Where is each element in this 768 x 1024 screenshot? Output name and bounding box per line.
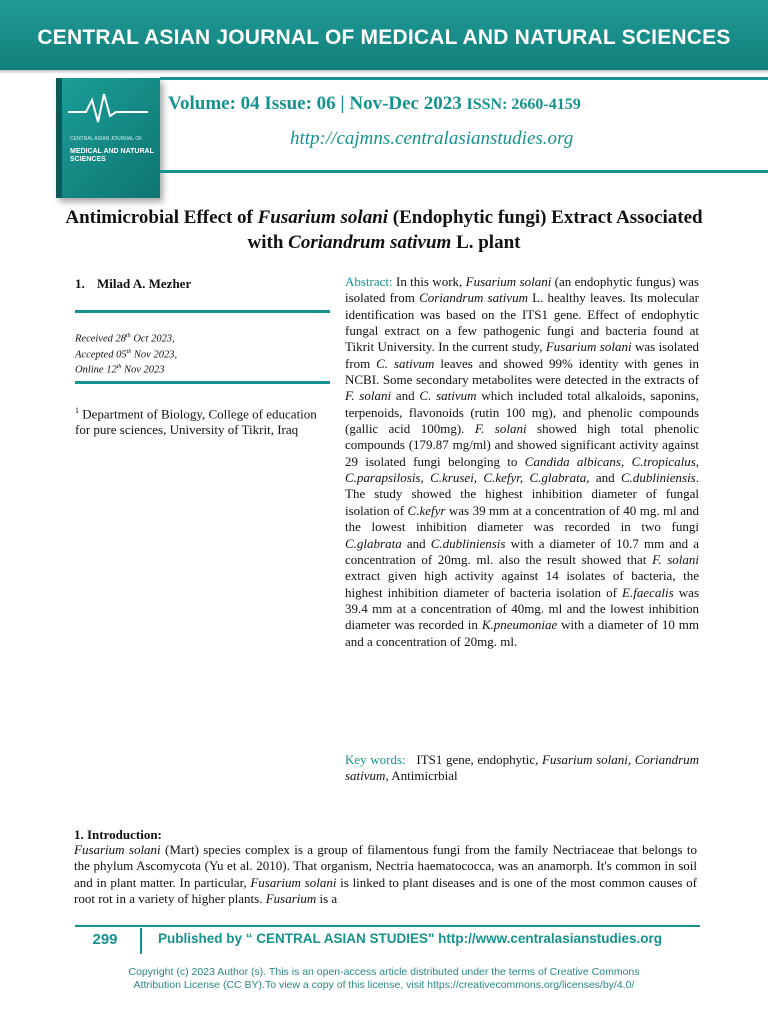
- author-line: [75, 276, 330, 292]
- article-title: [60, 205, 708, 255]
- issn: ISSN: 2660-4159: [466, 96, 581, 113]
- header-rule-bottom: [160, 170, 768, 173]
- online-date: Online 12th Nov 2023: [75, 364, 165, 376]
- journal-header-banner: [0, 0, 768, 70]
- cover-subtitle: CENTRAL ASIAN JOURNAL OF: [70, 136, 143, 142]
- author-affiliation: [75, 403, 330, 438]
- copyright-line-1: Copyright (c) 2023 Author (s). This is an open-access article distributed under the terms of Creative Commons: [128, 966, 640, 978]
- copyright-line-2[interactable]: Attribution License (CC BY).To view a copy of this license, visit https://creativecommons.org/licenses/by/4.0/: [133, 979, 635, 991]
- journal-url-link[interactable]: http://cajmns.centralasianstudies.org: [290, 128, 574, 149]
- affiliation-text: Department of Biology, College of education for pure sciences, University of Tikrit, Iraq: [75, 406, 317, 438]
- volume-issue: [168, 93, 581, 115]
- introduction-heading: 1. Introduction:: [74, 827, 162, 842]
- title-text-1: Antimicrobial Effect of: [65, 207, 258, 228]
- author-number: 1.: [75, 276, 85, 291]
- journal-name: CENTRAL ASIAN JOURNAL OF MEDICAL AND NATURAL SCIENCES: [37, 26, 731, 49]
- journal-cover-image: [56, 78, 160, 198]
- title-italic-2: Coriandrum sativum: [288, 232, 452, 253]
- volume-issue-text: Volume: 04 Issue: 06 | Nov-Dec 2023: [168, 93, 462, 114]
- received-date: Received 28th Oct 2023,: [75, 333, 175, 345]
- abstract-label: Abstract:: [345, 274, 393, 289]
- keywords-label: Key words:: [345, 752, 406, 767]
- title-italic-1: Fusarium solani: [257, 207, 389, 228]
- publisher-link[interactable]: Published by “ CENTRAL ASIAN STUDIES" http://www.centralasianstudies.org: [158, 931, 662, 946]
- author-divider: [75, 310, 330, 313]
- header-rule-top: [160, 77, 768, 80]
- dates-divider: [75, 381, 330, 384]
- affiliation-marker: 1: [75, 406, 79, 415]
- abstract: Abstract: In this work, Fusarium solani (an endophytic fungus) was isolated from Coriandrum sativum L. healthy leaves. Its molecular identification was based on the ITS1 gene. Effect of endophytic fungal extract on a few pathogenic fungi and bacteria found at Tikrit University. In the current study, Fusarium solani was isolated from C. sativum leaves and showed 99% identity with genes in NCBI. Some secondary metabolites were detected in the extracts of F. solani and C. sativum which included total alkaloids, saponins, terpenoids, flavonoids (rutin 100 mg), and phenolic compounds (gallic acid 100mg). F. solani showed high total phenolic compounds (179.87 mg/ml) and showed significant activity against 29 isolated fungi belonging to Candida albicans, C.tropicalus, C.parapsilosis, C.krusei, C.kefyr, C.glabrata, and C.dubliniensis. The study showed the highest inhibition diameter of fungal isolation of C.kefyr was 39 mm at a concentration of 40 mg. ml and the lowest inhibition diameter was recorded in two fungi C.glabrata and C.dubliniensis with a diameter of 10.7 mm and a concentration of 20mg. ml. also the result showed that F. solani extract given high activity against 14 isolates of bacteria, the highest inhibition diameter of bacteria isolation of E.faecalis was 39.4 mm at a concentration of 40mg. ml and the lowest inhibition diameter was recorded in K.pneumoniae with a diameter of 10 mm and a concentration of 20mg. ml.: [345, 274, 699, 649]
- copyright-notice: [40, 966, 728, 992]
- heartbeat-icon: [68, 88, 148, 128]
- banner-shadow: [0, 70, 768, 74]
- footer-divider: [75, 925, 700, 927]
- page-number-separator: [140, 928, 142, 954]
- accepted-date: Accepted 05th Nov 2023,: [75, 348, 178, 360]
- article-dates: [75, 330, 330, 377]
- cover-title: MEDICAL AND NATURAL SCIENCES: [70, 148, 154, 163]
- keywords: Key words: ITS1 gene, endophytic, Fusarium solani, Coriandrum sativum, Antimicrbial: [345, 752, 700, 783]
- title-text-2: (Endophytic fungi) Extract Associated with: [247, 207, 703, 253]
- page-number: 299: [92, 931, 118, 948]
- title-text-3: L. plant: [451, 232, 521, 253]
- author-name: Milad A. Mezher: [97, 276, 192, 291]
- introduction-text: Fusarium solani (Mart) species complex is a group of filamentous fungi from the family Nectriaceae that belongs to the phylum Ascomycota (Yu et al. 2010). That organism, Nectria haematococca, was an anamorph. It's common in soil and in plant matter. In particular, Fusarium solani is linked to plant diseases and is one of the most common causes of root rot in a variety of higher plants. Fusarium is a: [74, 842, 697, 907]
